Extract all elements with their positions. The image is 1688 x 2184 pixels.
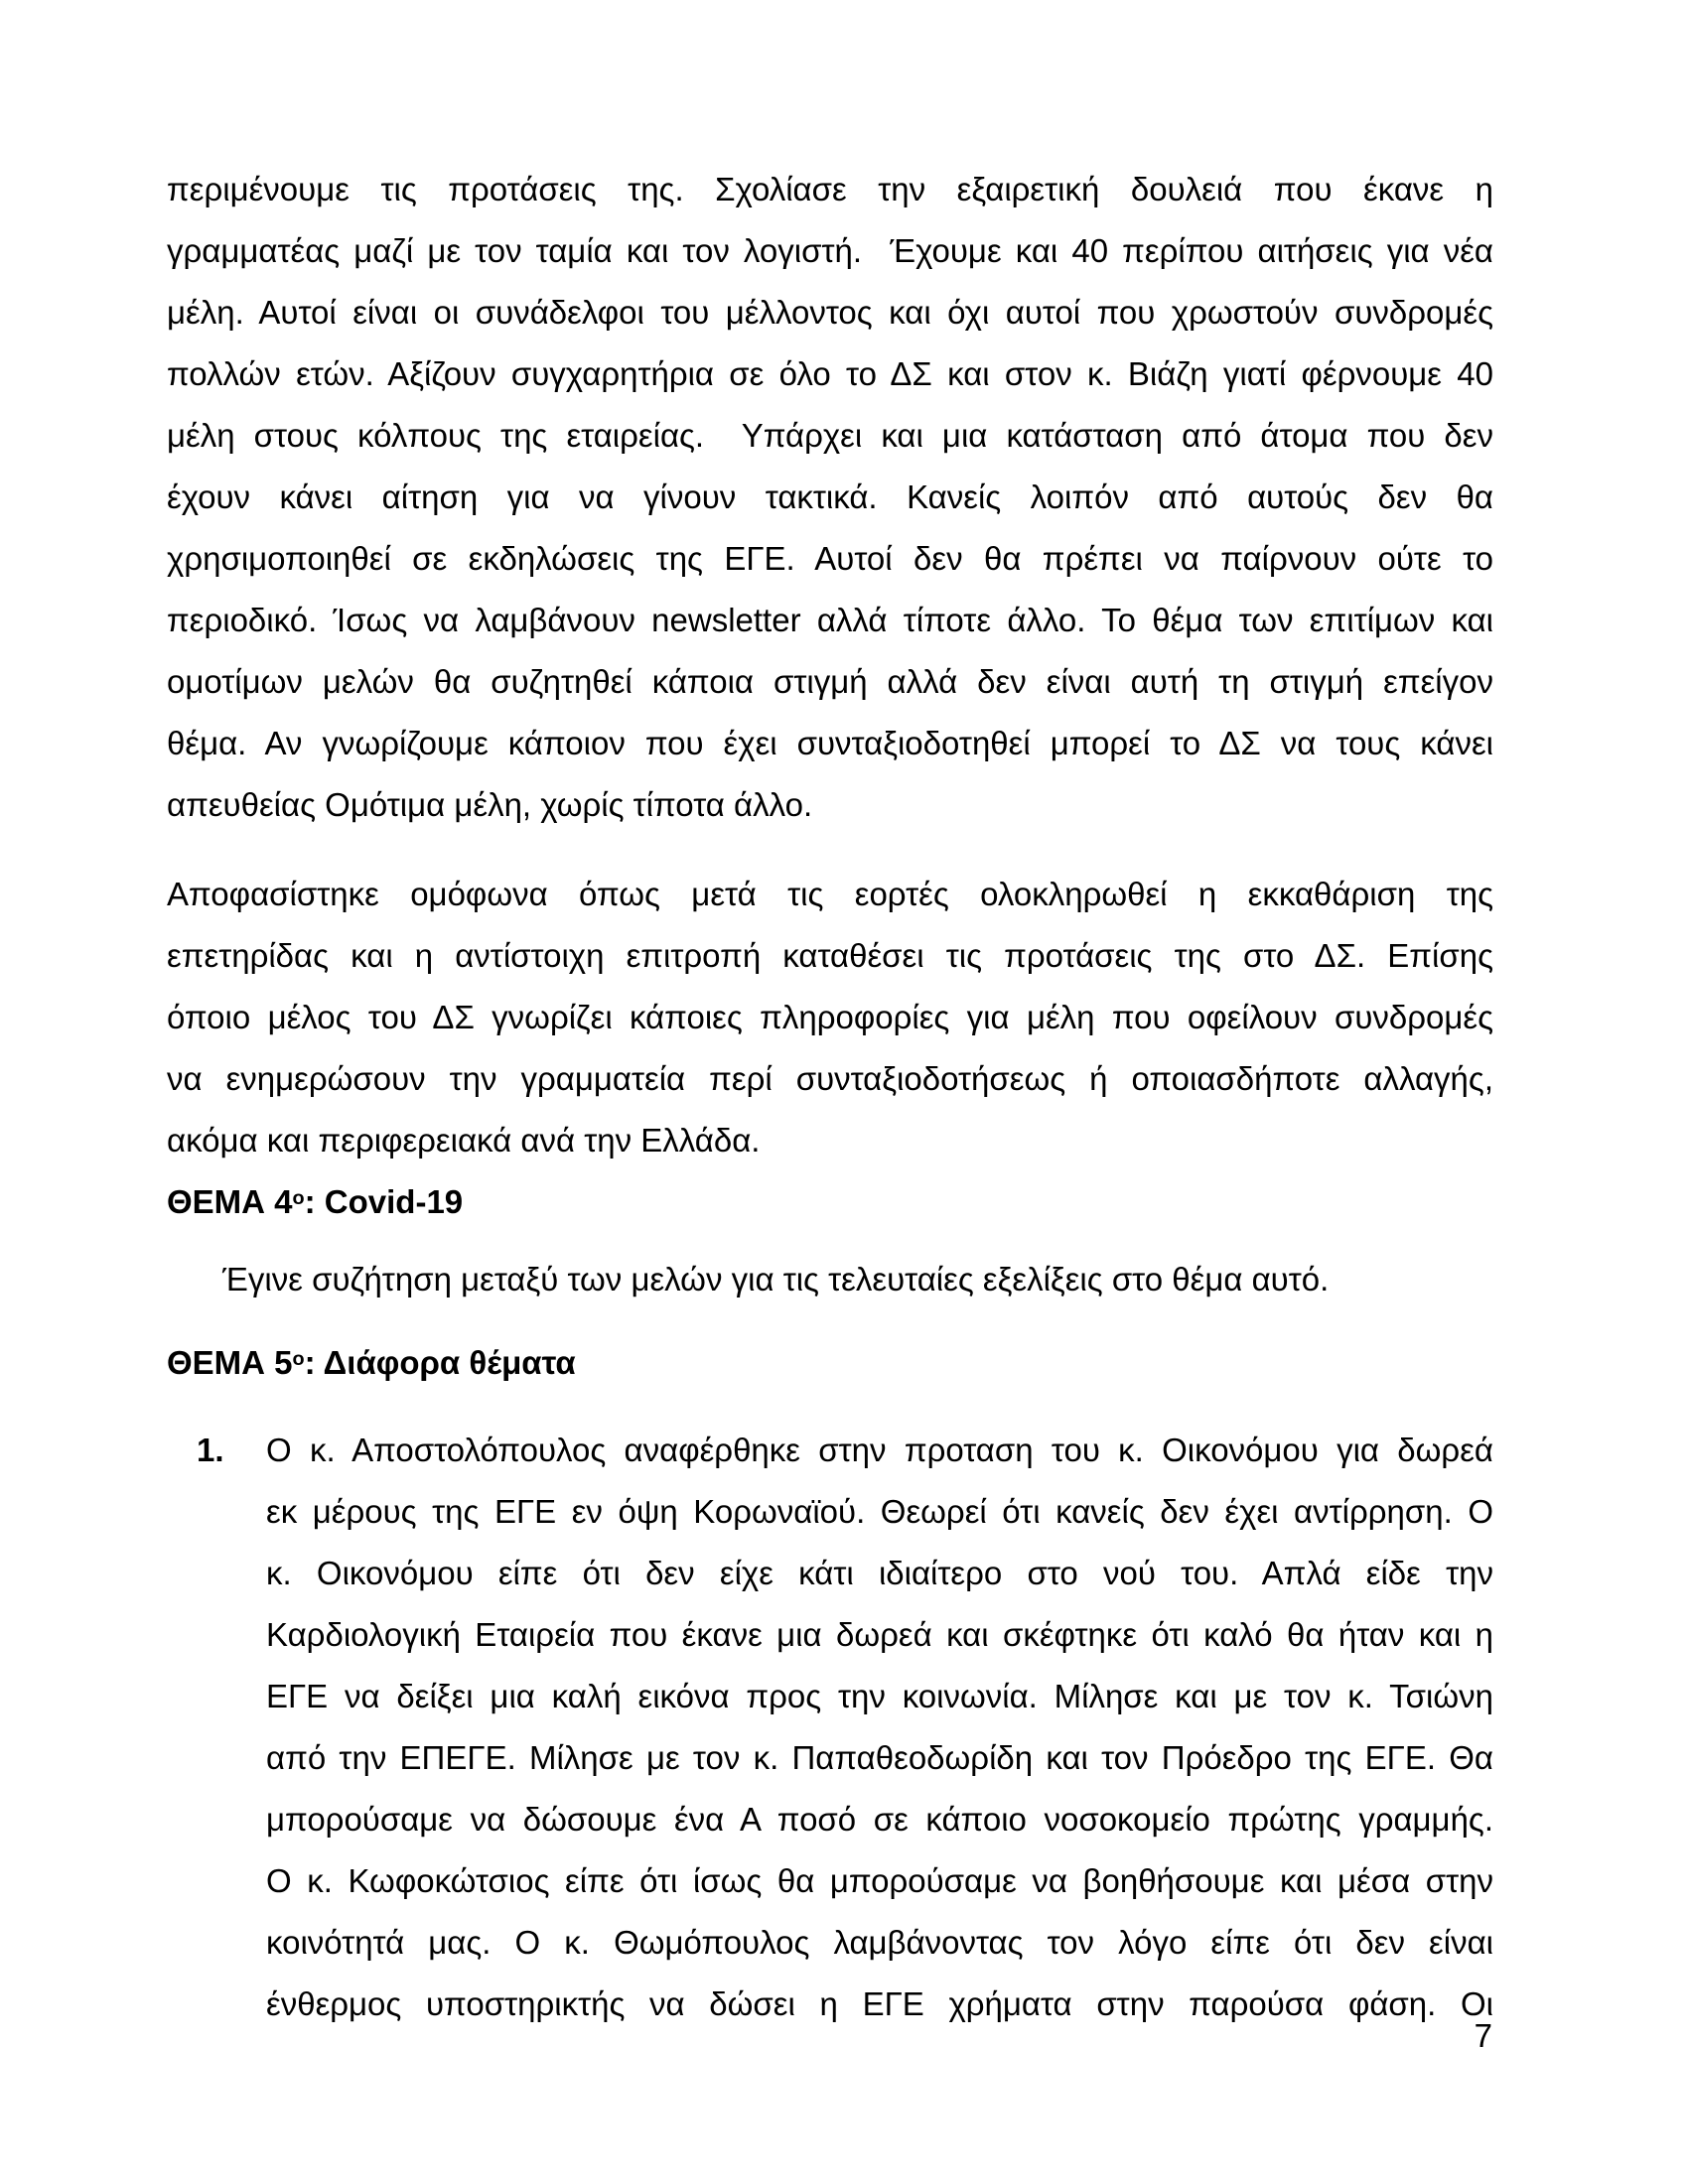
list-number: 1. [197, 1432, 224, 1468]
heading-text: : Διάφορα θέματα [304, 1344, 576, 1381]
text-line: επετηρίδας και η αντίστοιχη επιτροπή καταθέσει τις προτάσεις της στο ΔΣ. Επίσης [167, 937, 1493, 974]
text-line: μέλη στους κόλπους της εταιρείας. Υπάρχει και μια κατάσταση από άτομα που δεν [167, 417, 1493, 454]
section-heading [167, 1171, 1493, 1233]
heading-text: : Covid-19 [304, 1183, 464, 1220]
text-line: ακόμα και περιφερειακά ανά την Ελλάδα. [167, 1122, 761, 1159]
text-line: περιοδικό. Ίσως να λαμβάνουν newsletter αλλά τίποτε άλλο. Το θέμα των επιτίμων και [167, 602, 1493, 638]
text-line: από την ΕΠΕΓΕ. Μίλησε με τον κ. Παπαθεοδωρίδη και τον Πρόεδρο της ΕΓΕ. Θα [266, 1739, 1493, 1776]
heading-text: ΘΕΜΑ 4 [167, 1183, 293, 1220]
text-line: περιμένουμε τις προτάσεις της. Σχολίασε την εξαιρετική δουλειά που έκανε η [167, 171, 1493, 207]
body-paragraph [167, 159, 1493, 836]
text-line: κ. Οικονόμου είπε ότι δεν είχε κάτι ιδιαίτερο στο νού του. Απλά είδε την [266, 1555, 1493, 1591]
text-line: να ενημερώσουν την γραμματεία περί συνταξιοδοτήσεως ή οποιασδήποτε αλλαγής, [167, 1060, 1493, 1097]
text-line: ομοτίμων μελών θα συζητηθεί κάποια στιγμή αλλά δεν είναι αυτή τη στιγμή επείγον [167, 663, 1493, 700]
body-paragraph [167, 1249, 1493, 1310]
text-line: ΕΓΕ να δείξει μια καλή εικόνα προς την κοινωνία. Μίλησε και με τον κ. Τσιώνη [266, 1678, 1493, 1714]
numbered-list-item [167, 1420, 1493, 2035]
page-number: 7 [1474, 2017, 1492, 2054]
text-line: γραμματέας μαζί με τον ταμία και τον λογιστή. Έχουμε και 40 περίπου αιτήσεις για νέα [167, 232, 1493, 269]
text-line: Έγινε συζήτηση μεταξύ των μελών για τις τελευταίες εξελίξεις στο θέμα αυτό. [222, 1261, 1330, 1297]
text-line: έχουν κάνει αίτηση για να γίνουν τακτικά. Κανείς λοιπόν από αυτούς δεν θα [167, 478, 1493, 515]
heading-ordinal-superscript: ο [292, 1348, 305, 1371]
text-line: Καρδιολογική Εταιρεία που έκανε μια δωρεά και σκέφτηκε ότι καλό θα ήταν και η [266, 1616, 1493, 1653]
heading-ordinal-superscript: ο [292, 1187, 305, 1210]
text-line: Ο κ. Κωφοκώτσιος είπε ότι ίσως θα μπορούσαμε να βοηθήσουμε και μέσα στην [266, 1862, 1493, 1899]
text-line: μπορούσαμε να δώσουμε ένα Α ποσό σε κάποιο νοσοκομείο πρώτης γραμμής. [266, 1801, 1493, 1838]
text-line: κοινότητά μας. Ο κ. Θωμόπουλος λαμβάνοντας τον λόγο είπε ότι δεν είναι [266, 1924, 1493, 1961]
document-body [167, 159, 1493, 2035]
text-line: θέμα. Αν γνωρίζουμε κάποιον που έχει συνταξιοδοτηθεί μπορεί το ΔΣ να τους κάνει [167, 725, 1493, 761]
heading-text: ΘΕΜΑ 5 [167, 1344, 293, 1381]
text-line: απευθείας Ομότιμα μέλη, χωρίς τίποτα άλλο. [167, 786, 813, 823]
text-line: μέλη. Αυτοί είναι οι συνάδελφοι του μέλλοντος και όχι αυτοί που χρωστούν συνδρομές [167, 294, 1493, 331]
text-line: πολλών ετών. Αξίζουν συγχαρητήρια σε όλο το ΔΣ και στον κ. Βιάζη γιατί φέρνουμε 40 [167, 355, 1493, 392]
text-line: ένθερμος υποστηρικτής να δώσει η ΕΓΕ χρήματα στην παρούσα φάση. Οι [266, 1985, 1493, 2022]
text-line: όποιο μέλος του ΔΣ γνωρίζει κάποιες πληροφορίες για μέλη που οφείλουν συνδρομές [167, 999, 1493, 1035]
text-line: χρησιμοποιηθεί σε εκδηλώσεις της ΕΓΕ. Αυτοί δεν θα πρέπει να παίρνουν ούτε το [167, 540, 1493, 577]
text-line: εκ μέρους της ΕΓΕ εν όψη Κορωναϊού. Θεωρεί ότι κανείς δεν έχει αντίρρηση. Ο [266, 1493, 1493, 1530]
text-line: Ο κ. Αποστολόπουλος αναφέρθηκε στην προταση του κ. Οικονόμου για δωρεά [266, 1432, 1493, 1468]
text-line: Αποφασίστηκε ομόφωνα όπως μετά τις εορτές ολοκληρωθεί η εκκαθάριση της [167, 876, 1493, 912]
section-heading [167, 1332, 1493, 1394]
body-paragraph [167, 864, 1493, 1171]
